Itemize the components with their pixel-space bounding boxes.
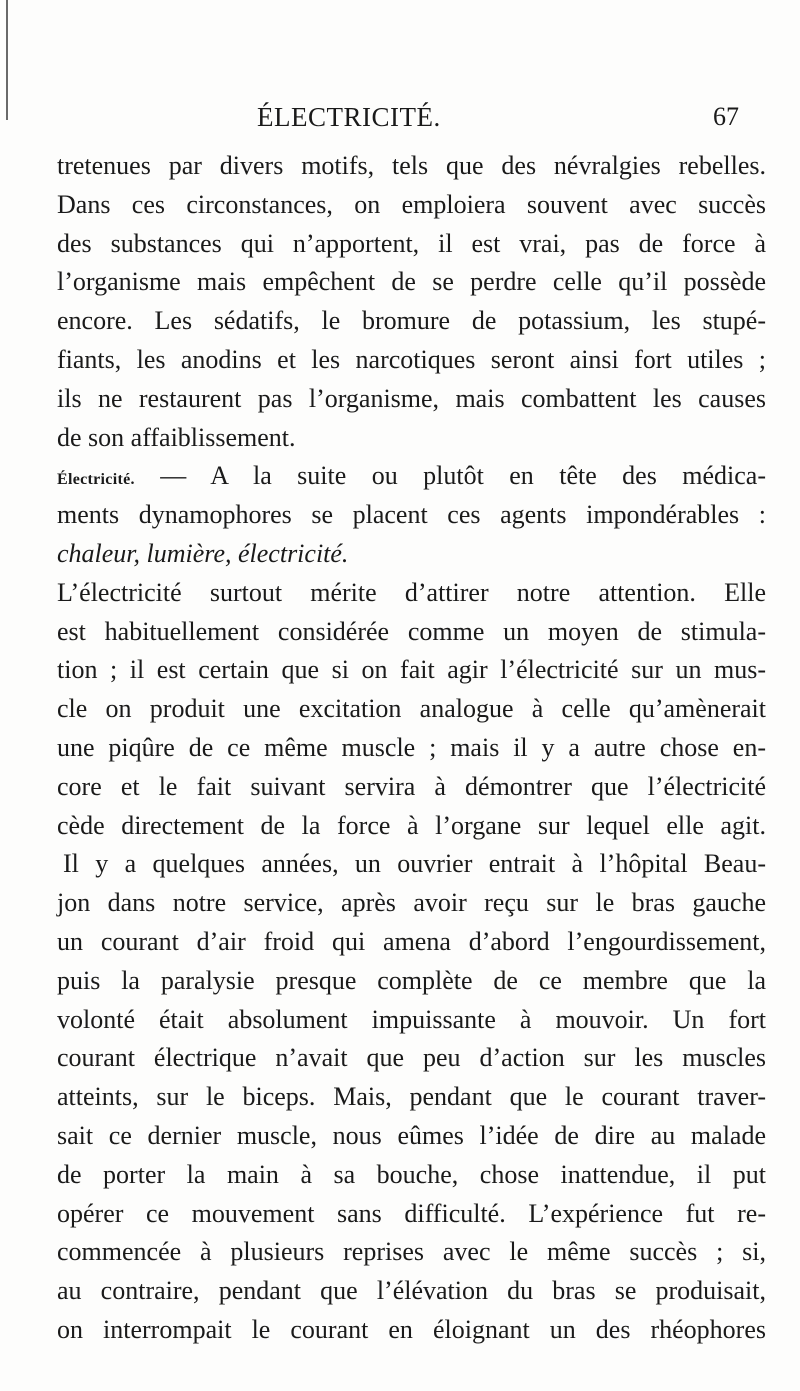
text-line: atteints, sur le biceps. Mais, pendant que le courant traver- [57,1082,766,1112]
text-line: cle on produit une excitation analogue à celle qu’amènerait [57,694,766,724]
text-line: de porter la main à sa bouche, chose inattendue, il put [57,1159,766,1189]
text-line: puis la paralysie presque complète de ce membre que la [57,965,766,995]
text-line: des substances qui n’apportent, il est vrai, pas de force à [57,228,766,258]
page-number: 67 [713,102,739,131]
text-line: un courant d’air froid qui amena d’abord l’engourdissement, [57,926,766,956]
running-head [0,97,800,137]
running-title: ÉLECTRICITÉ. [257,102,441,132]
text-line: commencée à plusieurs reprises avec le même succès ; si, [57,1237,766,1267]
text-line: ils ne restaurent pas l’organisme, mais combattent les causes [57,383,766,413]
text-line: une piqûre de ce même muscle ; mais il y a autre chose en- [57,732,766,762]
section-line-rest: — A la suite ou plutôt en tête des médica- [134,461,766,491]
text-line: fiants, les anodins et les narcotiques seront ainsi fort utiles ; [57,344,766,374]
text-line: jon dans notre service, après avoir reçu sur le bras gauche [57,888,766,918]
text-line: sait ce dernier muscle, nous eûmes l’idée de dire au malade [57,1120,766,1150]
text-line: core et le fait suivant servira à démontrer que l’électricité [57,771,766,801]
section-heading: Électricité. [57,471,135,489]
text-line: est habituellement considérée comme un moyen de stimula- [57,616,766,646]
text-line: tretenues par divers motifs, tels que des névralgies rebelles. [57,151,766,180]
text-line: l’organisme mais empêchent de se perdre celle qu’il possède [57,267,766,297]
text-line: ments dynamophores se placent ces agents impondérables : [57,500,766,530]
text-line: opérer ce mouvement sans difficulté. L’expérience fut re- [57,1198,766,1228]
italic-line: chaleur, lumière, électricité. [57,538,349,568]
text-line: courant électrique n’avait que peu d’action sur les muscles [57,1043,766,1073]
body-text [57,147,766,1350]
text-line: encore. Les sédatifs, le bromure de potassium, les stupé- [57,306,766,336]
text-line: Il y a quelques années, un ouvrier entrait à l’hôpital Beau- [63,849,766,879]
text-line: L’électricité surtout mérite d’attirer notre attention. Elle [57,577,766,607]
text-line: on interrompait le courant en éloignant un des rhéophores [57,1314,766,1344]
text-line: tion ; il est certain que si on fait agir l’électricité sur un mus- [57,655,766,685]
text-line: de son affaiblissement. [57,422,296,452]
text-line: au contraire, pendant que l’élévation du bras se produisait, [57,1276,766,1306]
text-line: Dans ces circonstances, on emploiera souvent avec succès [57,189,766,219]
text-line: volonté était absolument impuissante à mouvoir. Un fort [57,1004,766,1034]
text-line: cède directement de la force à l’organe sur lequel elle agit. [57,810,766,840]
section-first-line [57,457,766,496]
